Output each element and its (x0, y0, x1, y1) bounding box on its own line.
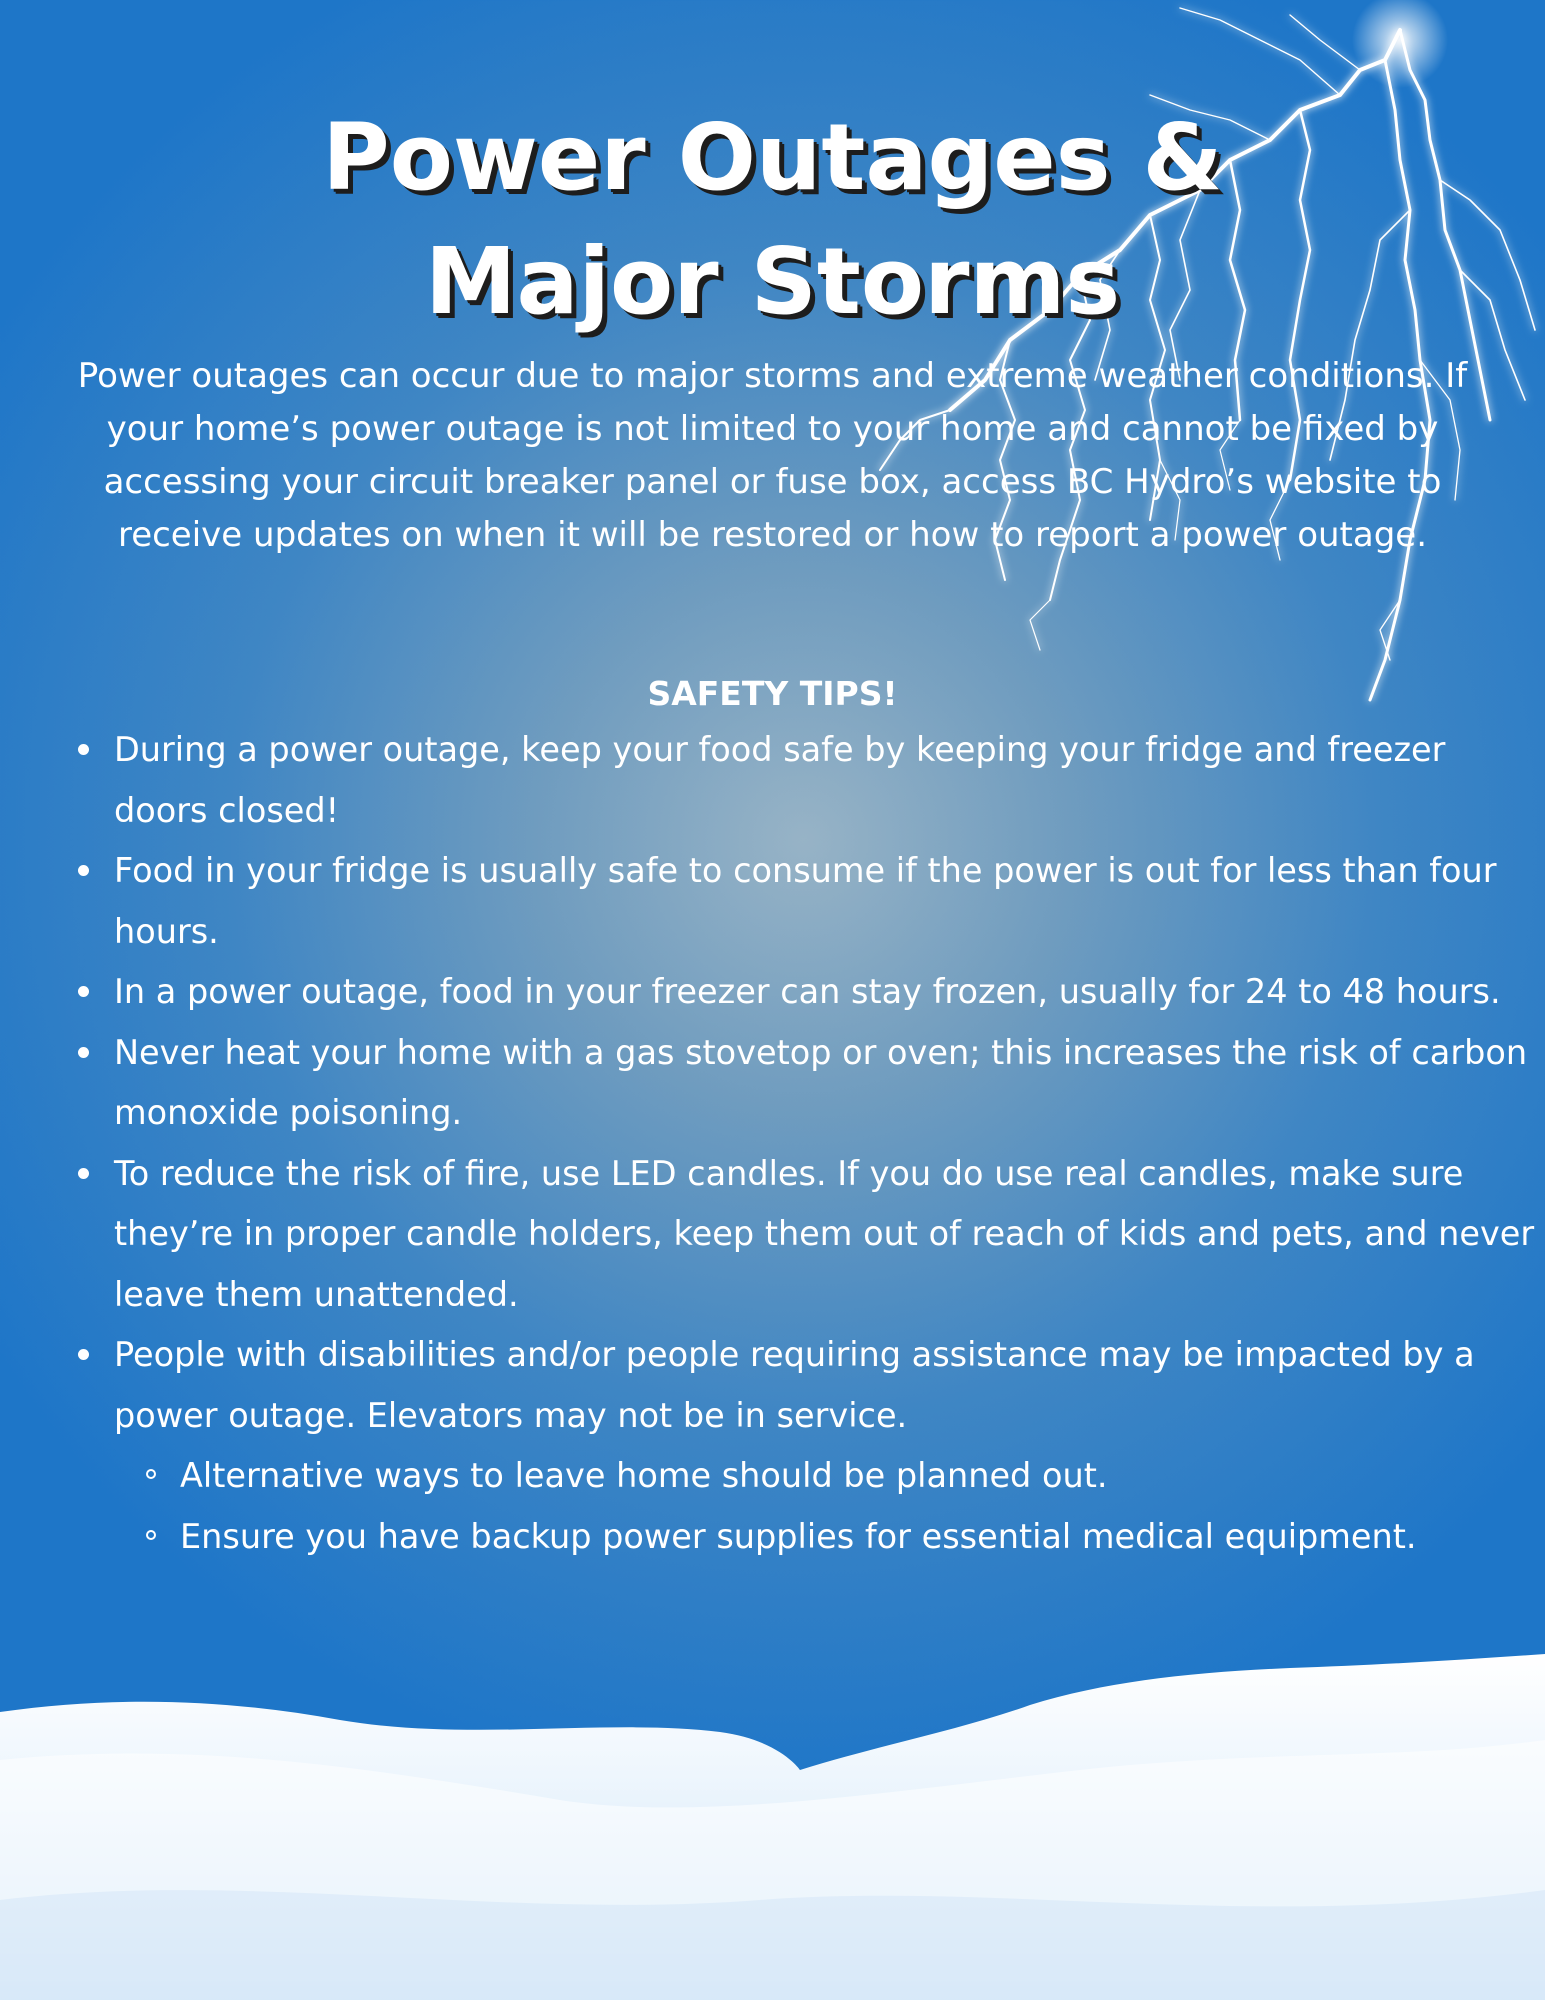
sub-list-item (180, 1446, 1545, 1507)
sub-tip-text: Alternative ways to leave home should be planned out. (180, 1456, 1108, 1495)
bullet-icon (78, 1168, 89, 1179)
safety-tips-list (72, 720, 1545, 1567)
bullet-icon (78, 986, 89, 997)
sub-list-item (180, 1507, 1545, 1568)
list-item (114, 1023, 1545, 1144)
bullet-icon (78, 865, 89, 876)
title-line-1: Power Outages & (322, 104, 1223, 211)
list-item (114, 962, 1545, 1023)
title-line-2: Major Storms (424, 228, 1121, 335)
tip-text: Never heat your home with a gas stovetop or oven; this increases the risk of carbon monoxide poisoning. (114, 1032, 1528, 1132)
list-item (114, 1144, 1545, 1326)
list-item (114, 841, 1545, 962)
list-item (114, 1325, 1545, 1567)
bullet-icon (78, 744, 89, 755)
hollow-bullet-icon (146, 1469, 156, 1479)
tip-text: During a power outage, keep your food safe by keeping your fridge and freezer doors closed! (114, 730, 1446, 830)
bullet-icon (78, 1047, 89, 1058)
safety-tips-heading: SAFETY TIPS! (647, 674, 898, 713)
sub-tip-text: Ensure you have backup power supplies for essential medical equipment. (180, 1516, 1417, 1556)
tip-text: In a power outage, food in your freezer can stay frozen, usually for 24 to 48 hours. (114, 972, 1501, 1011)
intro-paragraph: Power outages can occur due to major storms and extreme weather conditions. If your home’s power outage is not limited to your home and cannot be fixed by accessing your circuit breaker panel or fuse box, access BC Hydro’s website to receive updates on when it will be restored or how to report a power outage. (77, 356, 1468, 555)
tip-text: To reduce the risk of fire, use LED candles. If you do use real candles, make sure they’re in proper candle holders, keep them out of reach of kids and pets, and never leave them unattended. (114, 1153, 1535, 1314)
bullet-icon (78, 1349, 89, 1360)
hollow-bullet-icon (146, 1530, 156, 1540)
list-item (114, 720, 1545, 841)
tip-text: People with disabilities and/or people requiring assistance may be impacted by a power outage. Elevators may not be in service. (114, 1335, 1475, 1435)
tip-text: Food in your fridge is usually safe to consume if the power is out for less than four hours. (114, 851, 1497, 951)
sub-tips-list (114, 1446, 1545, 1567)
page-title (200, 96, 1345, 344)
